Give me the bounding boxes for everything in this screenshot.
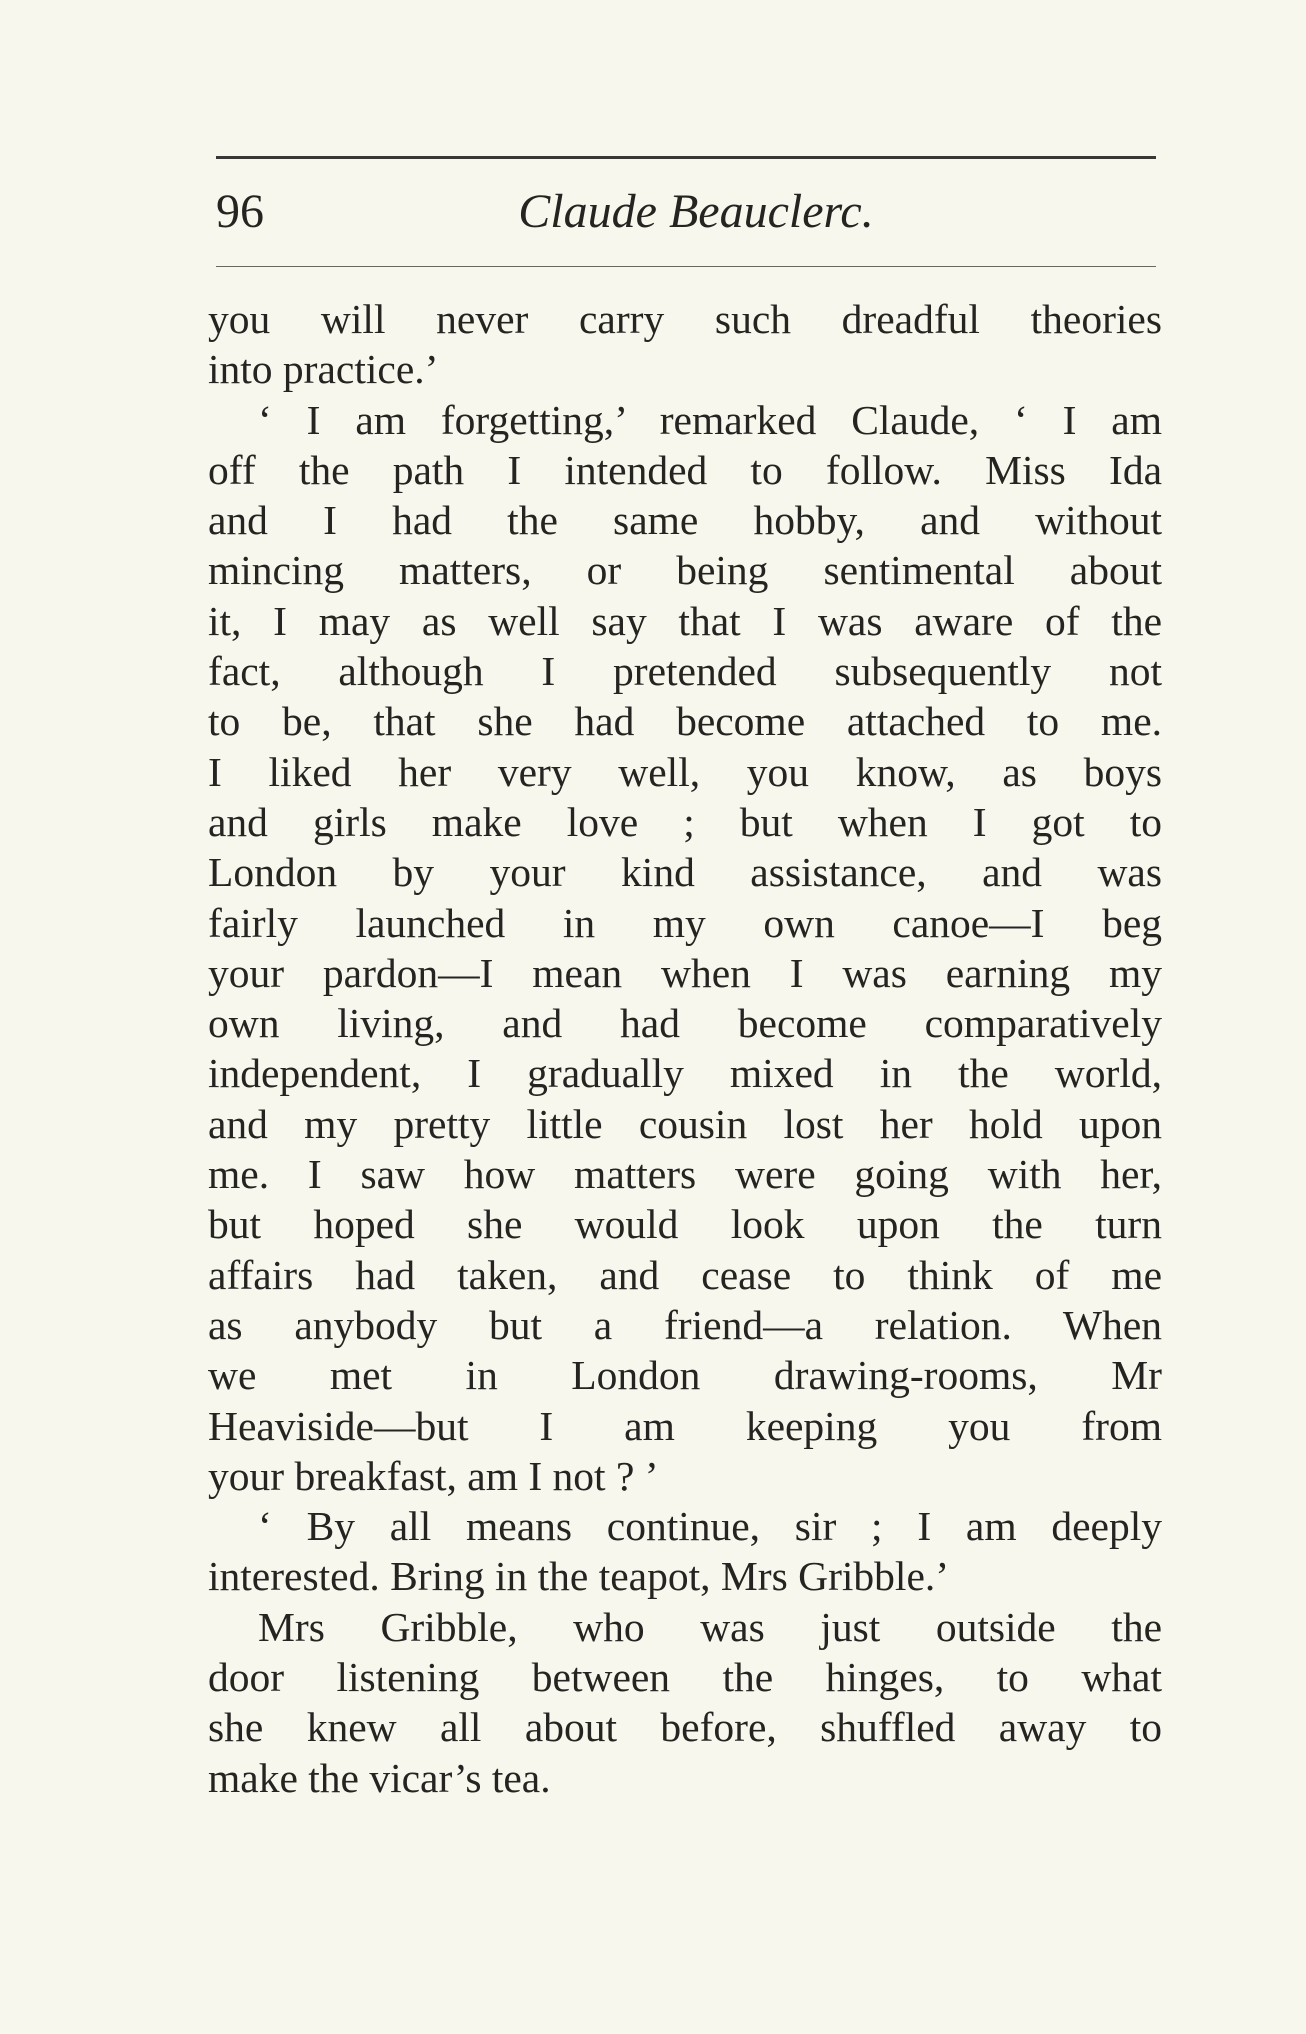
text-line: mincing matters, or being sentimental about	[208, 547, 1162, 594]
text-line: to be, that she had become attached to me.	[208, 698, 1162, 745]
header-bottom-rule	[216, 266, 1156, 267]
text-line: off the path I intended to follow. Miss Ida	[208, 446, 1162, 493]
text-line: you will never carry such dreadful theories	[208, 296, 1162, 342]
text-line: interested. Bring in the teapot, Mrs Gribble.’	[208, 1553, 950, 1600]
text-line: own living, and had become comparatively	[208, 1000, 1162, 1047]
text-line: door listening between the hinges, to what	[208, 1654, 1162, 1701]
text-line: as anybody but a friend—a relation. When	[208, 1301, 1162, 1348]
text-line: independent, I gradually mixed in the world,	[208, 1050, 1162, 1097]
text-line: ‘ By all means continue, sir ; I am deeply	[258, 1503, 1162, 1550]
running-header	[216, 182, 1156, 242]
body-text	[208, 294, 1162, 1803]
text-line: but hoped she would look upon the turn	[208, 1201, 1162, 1248]
text-line: and I had the same hobby, and without	[208, 497, 1162, 544]
text-line: and my pretty little cousin lost her hold upon	[208, 1100, 1162, 1147]
header-top-rule	[216, 156, 1156, 159]
text-line: me. I saw how matters were going with her,	[208, 1151, 1162, 1198]
text-line: she knew all about before, shuffled away to	[208, 1704, 1162, 1751]
text-line: London by your kind assistance, and was	[208, 849, 1162, 896]
text-line: Heaviside—but I am keeping you from	[208, 1402, 1162, 1449]
text-line: your pardon—I mean when I was earning my	[208, 949, 1162, 996]
text-line: fact, although I pretended subsequently not	[208, 648, 1162, 695]
running-title: Claude Beauclerc.	[518, 185, 874, 238]
text-line: I liked her very well, you know, as boys	[208, 748, 1162, 795]
text-line: into practice.’	[208, 346, 439, 393]
page-number: 96	[216, 185, 264, 238]
text-line: affairs had taken, and cease to think of me	[208, 1251, 1162, 1298]
text-line: and girls make love ; but when I got to	[208, 798, 1162, 845]
text-line: fairly launched in my own canoe—I beg	[208, 899, 1162, 946]
text-line: your breakfast, am I not ? ’	[208, 1452, 659, 1499]
text-line: make the vicar’s tea.	[208, 1754, 551, 1801]
text-line: Mrs Gribble, who was just outside the	[258, 1603, 1162, 1650]
text-line: it, I may as well say that I was aware of the	[208, 597, 1162, 644]
text-line: ‘ I am forgetting,’ remarked Claude, ‘ I am	[258, 396, 1162, 443]
text-line: we met in London drawing-rooms, Mr	[208, 1352, 1162, 1399]
